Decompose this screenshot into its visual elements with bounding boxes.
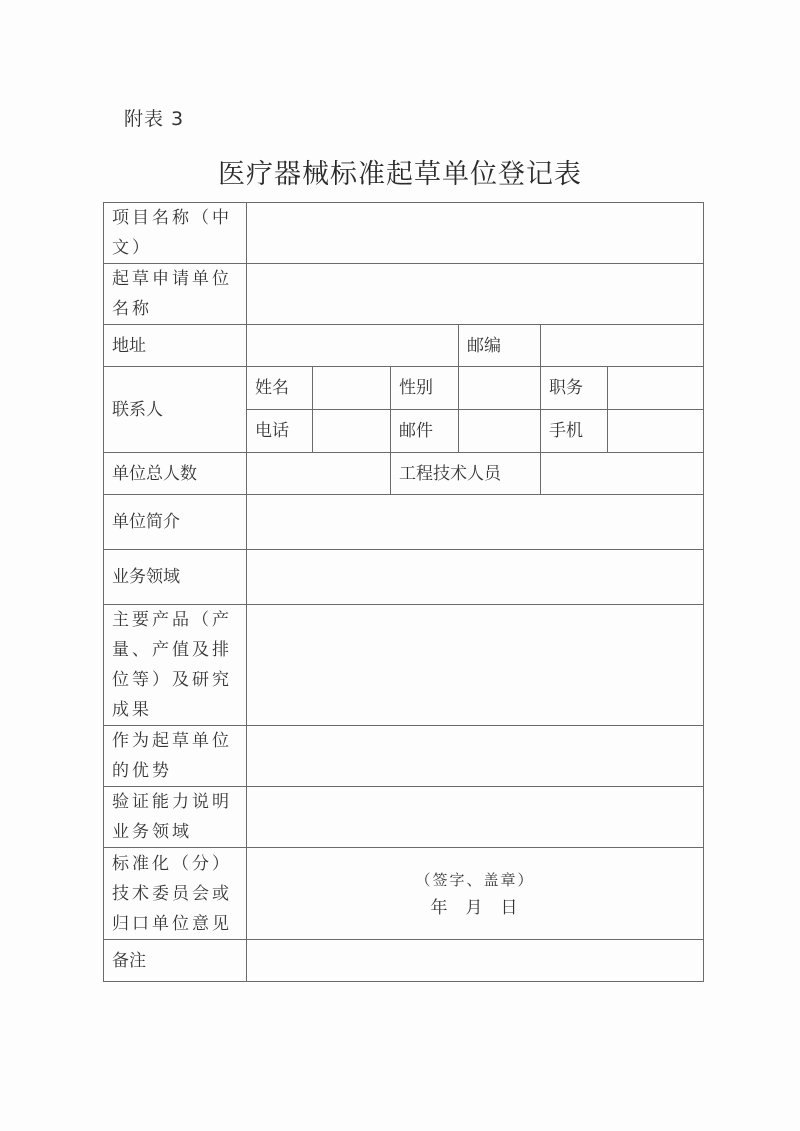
main-products-field[interactable] (247, 605, 704, 726)
gender-field[interactable] (459, 367, 541, 410)
mobile-label: 手机 (541, 410, 608, 453)
sign-date (255, 893, 695, 923)
drafting-unit-label: 起草申请单位名称 (104, 264, 247, 325)
engineering-staff-label: 工程技术人员 (391, 453, 541, 495)
date-year-label: 年 (430, 897, 450, 918)
phone-field[interactable] (313, 410, 391, 453)
address-label: 地址 (104, 325, 247, 367)
signature-note: （签字、盖章） (415, 870, 535, 889)
committee-opinion-field[interactable] (247, 848, 704, 940)
email-field[interactable] (459, 410, 541, 453)
remarks-field[interactable] (247, 940, 704, 982)
name-label: 姓名 (247, 367, 313, 410)
unit-intro-field[interactable] (247, 495, 704, 550)
project-name-field[interactable] (247, 203, 704, 264)
position-label: 职务 (541, 367, 608, 410)
drafting-advantage-field[interactable] (247, 726, 704, 787)
engineering-staff-field[interactable] (541, 453, 704, 495)
gender-label: 性别 (391, 367, 459, 410)
remarks-label: 备注 (104, 940, 247, 982)
main-products-label: 主要产品（产量、产值及排位等）及研究成果 (104, 605, 247, 726)
postcode-label: 邮编 (459, 325, 541, 367)
date-day-label: 日 (500, 897, 520, 918)
business-field-field[interactable] (247, 550, 704, 605)
drafting-unit-field[interactable] (247, 264, 704, 325)
unit-intro-label: 单位简介 (104, 495, 247, 550)
address-field[interactable] (247, 325, 459, 367)
phone-label: 电话 (247, 410, 313, 453)
position-field[interactable] (608, 367, 704, 410)
mobile-field[interactable] (608, 410, 704, 453)
date-month-label: 月 (465, 897, 485, 918)
verification-field[interactable] (247, 787, 704, 848)
annex-number: 附表 3 (124, 108, 185, 130)
email-label: 邮件 (391, 410, 459, 453)
page-title: 医疗器械标准起草单位登记表 (218, 159, 582, 190)
committee-opinion-label: 标准化（分）技术委员会或归口单位意见 (104, 848, 247, 940)
business-field-label: 业务领域 (104, 550, 247, 605)
postcode-field[interactable] (541, 325, 704, 367)
registration-table (103, 202, 704, 982)
verification-label: 验证能力说明业务领域 (104, 787, 247, 848)
drafting-advantage-label: 作为起草单位的优势 (104, 726, 247, 787)
contact-label: 联系人 (104, 367, 247, 453)
total-staff-label: 单位总人数 (104, 453, 247, 495)
project-name-label: 项目名称（中文） (104, 203, 247, 264)
name-field[interactable] (313, 367, 391, 410)
total-staff-field[interactable] (247, 453, 391, 495)
